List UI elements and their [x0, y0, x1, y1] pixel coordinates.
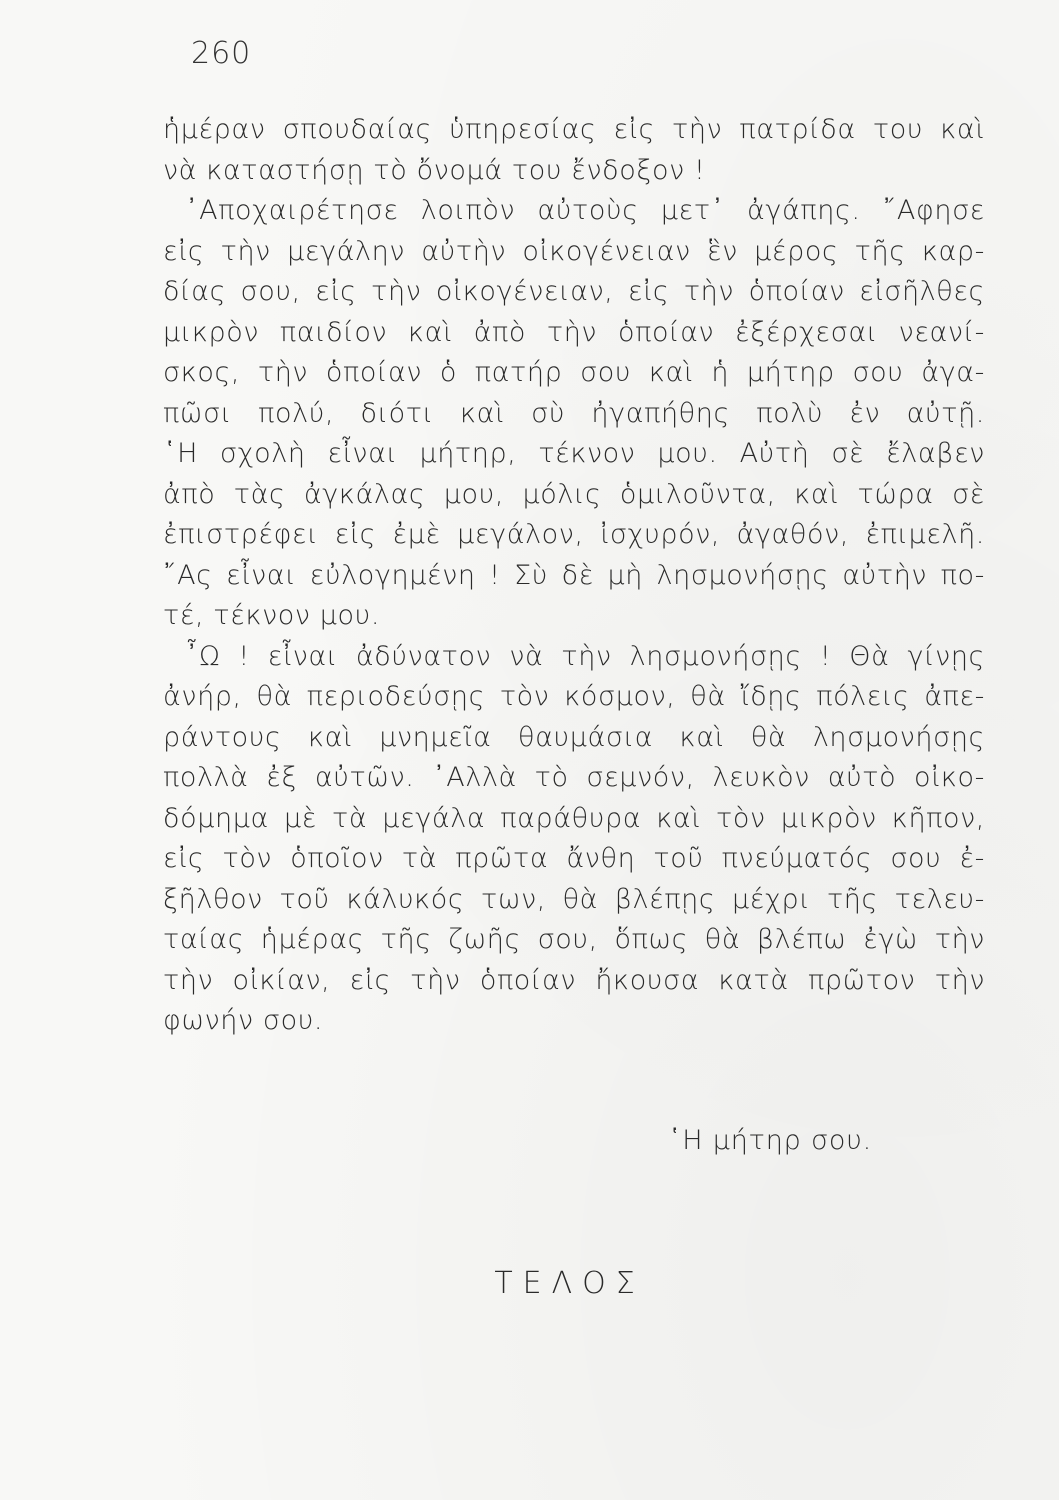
text-line: ῎Ας εἶναι εὐλογημένη ! Σὺ δὲ μὴ λησμονήσῃς αὐτὴν πο- [163, 559, 985, 591]
text-line: ῏Ω ! εἶναι ἀδύνατον νὰ τὴν λησμονήσῃς ! Θὰ γίνῃς [185, 640, 985, 672]
text-line: σκος, τὴν ὁποίαν ὁ πατήρ σου καὶ ἡ μήτηρ σου ἀγα- [163, 357, 985, 388]
text-line: πολλὰ ἐξ αὐτῶν. ᾿Αλλὰ τὸ σεμνόν, λευκὸν αὐτὸ οἰκο- [163, 762, 985, 793]
text-line: ἐπιστρέφει εἰς ἐμὲ μεγάλον, ἰσχυρόν, ἀγαθόν, ἐπιμελῆ. [163, 519, 985, 550]
signature: ῾Η μήτηρ σου. [668, 1125, 873, 1156]
text-line: ράντους καὶ μνημεῖα θαυμάσια καὶ θὰ λησμονήσῃς [163, 721, 985, 753]
page-number: 260 [191, 36, 252, 71]
text-line: εἰς τὴν μεγάλην αὐτὴν οἰκογένειαν ἓν μέρος τῆς καρ- [163, 235, 985, 267]
text-line: εἰς τὸν ὁποῖον τὰ πρῶτα ἄνθη τοῦ πνεύματός σου ἐ- [163, 843, 985, 874]
text-line: τέ, τέκνον μου. [163, 600, 381, 631]
text-line: δόμημα μὲ τὰ μεγάλα παράθυρα καὶ τὸν μικρὸν κῆπον, [163, 802, 985, 834]
text-line: νὰ καταστήσῃ τὸ ὄνομά του ἔνδοξον ! [163, 154, 706, 186]
text-line: ἡμέραν σπουδαίας ὑπηρεσίας εἰς τὴν πατρίδα του καὶ [163, 114, 985, 145]
text-line: ῾Η σχολὴ εἶναι μήτηρ, τέκνον μου. Αὐτὴ σὲ ἔλαβεν [163, 438, 985, 469]
text-line: τὴν οἰκίαν, εἰς τὴν ὁποίαν ἤκουσα κατὰ πρῶτον τὴν [163, 964, 985, 996]
text-line: φωνήν σου. [163, 1005, 324, 1036]
text-line: ἀνήρ, θὰ περιοδεύσῃς τὸν κόσμον, θὰ ἴδῃς πόλεις ἀπε- [163, 681, 985, 712]
text-line: πῶσι πολύ, διότι καὶ σὺ ἠγαπήθης πολὺ ἐν αὐτῇ. [163, 397, 985, 429]
text-line: ἀπὸ τὰς ἀγκάλας μου, μόλις ὁμιλοῦντα, καὶ τώρα σὲ [163, 478, 985, 510]
text-line: μικρὸν παιδίον καὶ ἀπὸ τὴν ὁποίαν ἐξέρχεσαι νεανί- [163, 316, 985, 348]
body-text [163, 110, 985, 1042]
text-line: ξῆλθον τοῦ κάλυκός των, θὰ βλέπῃς μέχρι τῆς τελευ- [163, 883, 985, 915]
text-line: ταίας ἡμέρας τῆς ζωῆς σου, ὅπως θὰ βλέπω ἐγὼ τὴν [163, 924, 985, 955]
end-mark: ΤΕΛΟΣ [494, 1266, 645, 1301]
text-line: ᾿Αποχαιρέτησε λοιπὸν αὐτοὺς μετ᾿ ἀγάπης. ῎Αφησε [185, 195, 985, 226]
text-line: δίας σου, εἰς τὴν οἰκογένειαν, εἰς τὴν ὁποίαν εἰσῆλθες [163, 276, 985, 307]
